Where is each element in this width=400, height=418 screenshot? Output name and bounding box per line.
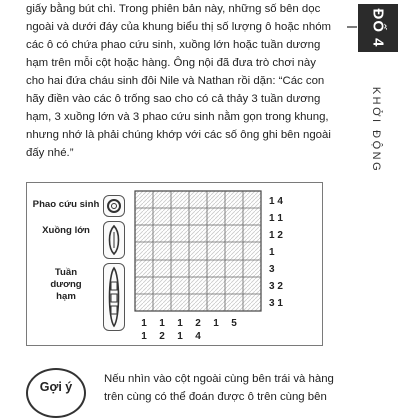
paragraph-line: hạm, 3 xuồng lớn và 3 phao cứu sinh nằm gọn trong khung, (26, 111, 329, 123)
section-title-text: KHỞI ĐỘNG (370, 86, 382, 174)
hint-badge (26, 368, 86, 418)
hint-text (104, 370, 334, 406)
column-clue-top: 2 (195, 318, 201, 329)
lifebuoy-label: Phao cứu sinh (32, 199, 100, 210)
paragraph-line: cho hai đứa cháu sinh đôi Nile và Nathan rồi dặn: “Các con (26, 75, 325, 87)
chapter-tab (358, 4, 398, 52)
paragraph-line: hạm trên mỗi cột hoặc hàng. Ông nội đã đưa trò chơi này (26, 57, 316, 69)
row-clue: 3 1 (269, 298, 283, 309)
column-clue-bottom: 1 (141, 331, 147, 342)
paragraph-line: giấy bằng bút chì. Trong phiên bản này, những số bên dọc (26, 3, 321, 15)
column-clue-top: 1 (213, 318, 219, 329)
row-clue: 1 4 (269, 196, 283, 207)
column-clue-bottom: 4 (195, 331, 201, 342)
column-clue (192, 317, 204, 343)
hint-badge-label: Gợi ý (39, 380, 73, 394)
cruiser-label: Tuần dương hạm (50, 267, 82, 302)
row-clue: 1 1 (269, 213, 283, 224)
paragraph-line: đấy nhé.” (26, 147, 74, 159)
column-clue (174, 317, 186, 343)
column-clue-top: 1 (159, 318, 165, 329)
paragraph-line: các ô có chứa phao cứu sinh, xuồng lớn hoặc tuần dương (26, 39, 321, 51)
column-clue-top: 1 (141, 318, 147, 329)
sidebar-divider (347, 0, 357, 28)
section-title (356, 60, 396, 200)
paragraph-line: hãy điền vào các ô trống sao cho có cả thảy 3 tuần dương (26, 93, 321, 105)
column-clue-bottom: 1 (177, 331, 183, 342)
paragraph-line: nhưng nhớ là phải chúng khớp với các số ông ghi bên ngoài (26, 129, 331, 141)
battleship-puzzle-figure (26, 182, 323, 346)
column-clue-bottom: 2 (159, 331, 165, 342)
column-clue (156, 317, 168, 343)
hint-line: Nếu nhìn vào cột ngoài cùng bên trái và hàng (104, 373, 334, 385)
column-clue-top: 5 (231, 318, 237, 329)
chapter-label: ĐỐ 4 (369, 8, 387, 48)
row-clue: 3 2 (269, 281, 283, 292)
row-clue: 1 (269, 247, 275, 258)
column-clue (210, 317, 222, 330)
row-clue: 1 2 (269, 230, 283, 241)
column-clue (138, 317, 150, 343)
boat-label: Xuồng lớn (42, 225, 90, 236)
column-clue-top: 1 (177, 318, 183, 329)
column-clue (228, 317, 240, 330)
instruction-paragraph (26, 0, 334, 162)
hint-line: trên cùng có thể đoán được ô trên cùng bên (104, 391, 327, 403)
row-clue: 3 (269, 264, 275, 275)
paragraph-line: ngoài và dưới đáy của khung biểu thị số lượng ô hoặc nhóm (26, 21, 332, 33)
